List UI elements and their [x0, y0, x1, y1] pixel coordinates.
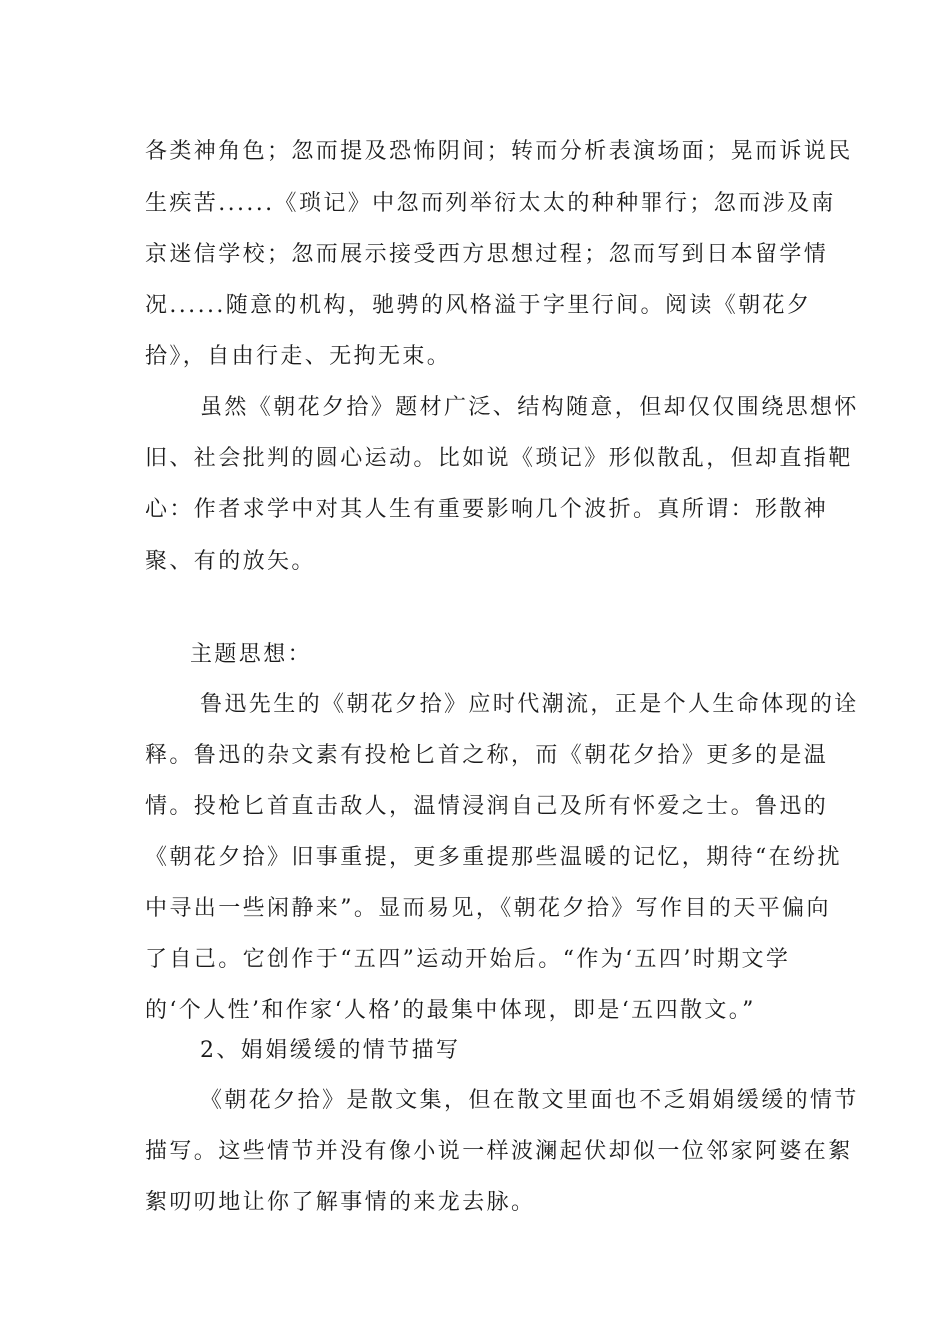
paragraph-line: 拾》，自由行走、无拘无束。 [145, 344, 452, 369]
paragraph-line: 聚、有的放矢。 [145, 549, 316, 574]
paragraph-line: 京迷信学校；忽而展示接受西方思想过程；忽而写到日本留学情 [145, 242, 829, 267]
paragraph-line: 情。投枪匕首直击敌人，温情浸润自己及所有怀爱之士。鲁迅的 [145, 794, 829, 819]
paragraph-line: 况......随意的机构，驰骋的风格溢于字里行间。阅读《朝花夕 [145, 293, 812, 318]
paragraph-line: 的‘个人性’和作家‘人格’的最集中体现，即是‘五四散文。” [145, 998, 756, 1023]
paragraph-line: 《朝花夕拾》旧事重提，更多重提那些温暖的记忆，期待“在纷扰 [145, 845, 842, 870]
paragraph-line: 虽然《朝花夕拾》题材广泛、结构随意，但却仅仅围绕思想怀 [200, 395, 859, 420]
paragraph-line: 描写。这些情节并没有像小说一样波澜起伏却似一位邻家阿婆在絮 [145, 1139, 853, 1164]
section-heading: 2、娟娟缓缓的情节描写 [200, 1038, 461, 1063]
paragraph-line: 《朝花夕拾》是散文集，但在散文里面也不乏娟娟缓缓的情节 [200, 1088, 859, 1113]
paragraph-line: 心：作者求学中对其人生有重要影响几个波折。真所谓：形散神 [145, 497, 829, 522]
paragraph-line: 中寻出一些闲静来”。显而易见，《朝花夕拾》写作目的天平偏向 [145, 896, 831, 921]
paragraph-line: 生疾苦......《琐记》中忽而列举衍太太的种种罪行；忽而涉及南 [145, 191, 836, 216]
paragraph-line: 鲁迅先生的《朝花夕拾》应时代潮流，正是个人生命体现的诠 [200, 692, 859, 717]
paragraph-line: 各类神角色；忽而提及恐怖阴间；转而分析表演场面；晃而诉说民 [145, 139, 853, 164]
paragraph-line: 了自己。它创作于“五四”运动开始后。“作为‘五四’时期文学 [145, 947, 791, 972]
paragraph-line: 释。鲁迅的杂文素有投枪匕首之称，而《朝花夕拾》更多的是温 [145, 743, 829, 768]
paragraph-line: 絮叨叨地让你了解事情的来龙去脉。 [145, 1190, 536, 1215]
paragraph-line: 旧、社会批判的圆心运动。比如说《琐记》形似散乱，但却直指靶 [145, 446, 853, 471]
section-heading: 主题思想： [190, 642, 313, 667]
